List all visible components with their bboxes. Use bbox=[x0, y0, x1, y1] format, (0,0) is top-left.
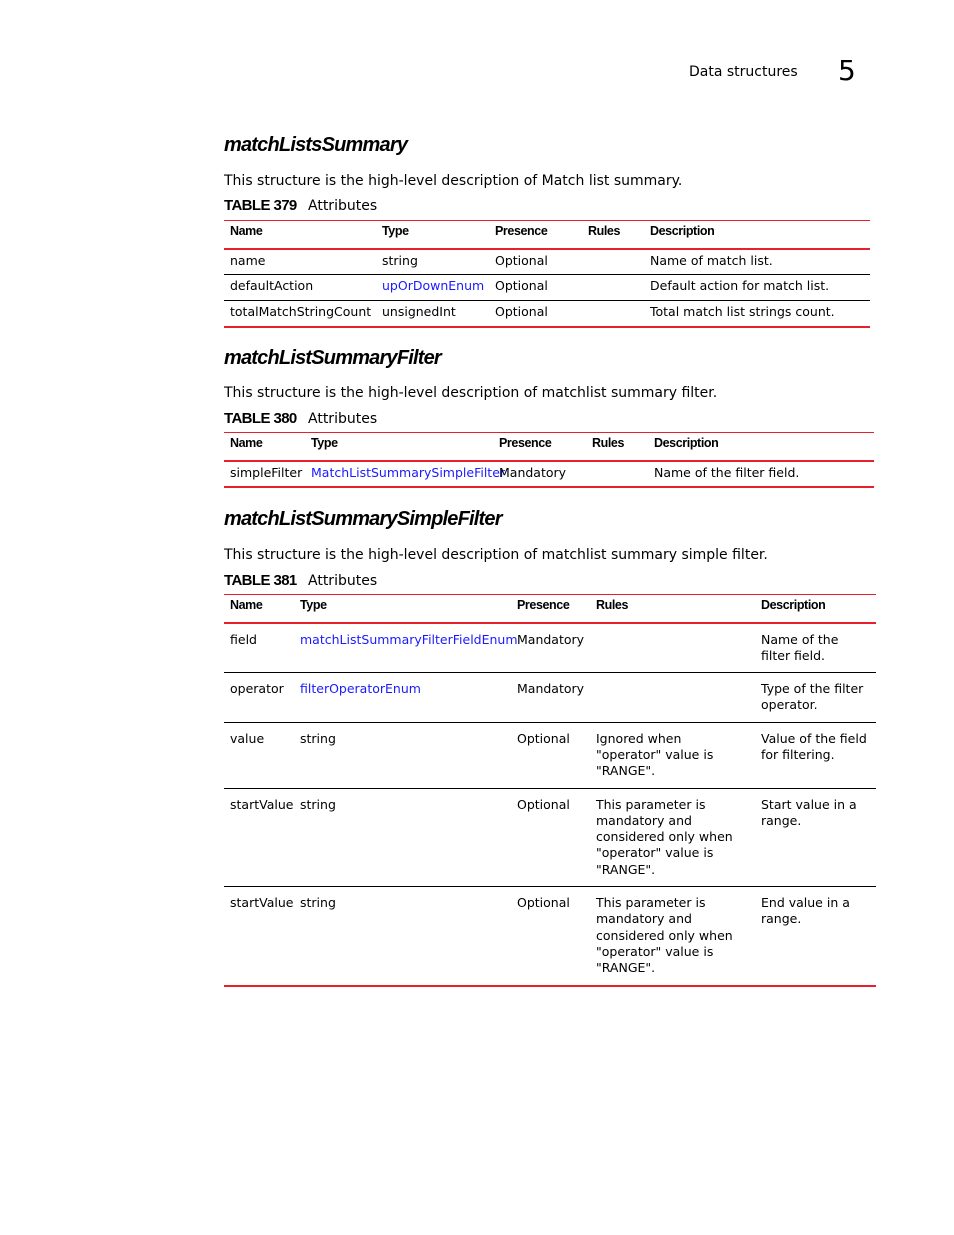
cell-name: value bbox=[230, 730, 265, 746]
column-header: Presence bbox=[499, 436, 552, 450]
attributes-table-379 bbox=[224, 220, 870, 328]
cell-rules bbox=[582, 249, 644, 275]
cell-name: startValue bbox=[230, 796, 294, 812]
table-caption-text: Attributes bbox=[308, 411, 378, 427]
section-description: This structure is the high-level description of matchlist summary filter. bbox=[224, 385, 718, 401]
cell-type: string bbox=[300, 895, 336, 911]
cell-type: unsignedInt bbox=[382, 304, 456, 319]
column-header: Description bbox=[654, 436, 719, 450]
table-caption bbox=[224, 572, 377, 589]
cell-name: startValue bbox=[230, 895, 294, 911]
cell-presence: Optional bbox=[517, 730, 570, 746]
column-header: Rules bbox=[592, 436, 625, 450]
table-row bbox=[224, 722, 876, 788]
section-description: This structure is the high-level description of matchlist summary simple filter. bbox=[224, 547, 768, 563]
column-header: Type bbox=[300, 598, 327, 612]
table-number: TABLE 379 bbox=[224, 197, 297, 214]
cell-name: simpleFilter bbox=[230, 464, 303, 480]
cell-name: field bbox=[230, 631, 257, 647]
cell-presence: Mandatory bbox=[517, 681, 585, 697]
cell-description: End value in a range. bbox=[761, 895, 850, 927]
cell-type: string bbox=[300, 730, 336, 746]
cell-rules bbox=[582, 301, 644, 327]
table-row bbox=[224, 788, 876, 886]
cell-description: Type of the filter operator. bbox=[761, 681, 864, 713]
cell-description: Name of match list. bbox=[650, 252, 773, 268]
cell-type: string bbox=[382, 252, 418, 268]
section-title: matchListSummaryFilter bbox=[224, 347, 441, 369]
cell-rules: This parameter is mandatory and considered only when "operator" value is "RANGE". bbox=[596, 796, 733, 877]
cell-presence: Optional bbox=[495, 278, 548, 293]
column-header: Rules bbox=[596, 598, 629, 612]
cell-name: totalMatchStringCount bbox=[230, 304, 372, 319]
cell-rules: This parameter is mandatory and considered only when "operator" value is "RANGE". bbox=[596, 895, 733, 976]
cell-name: name bbox=[230, 252, 266, 268]
table-caption bbox=[224, 197, 377, 214]
table-caption-text: Attributes bbox=[308, 198, 378, 214]
table-row bbox=[224, 887, 876, 986]
table-number: TABLE 381 bbox=[224, 572, 297, 589]
section-title: matchListSummarySimpleFilter bbox=[224, 508, 502, 530]
table-header-row bbox=[224, 433, 874, 461]
column-header: Presence bbox=[495, 224, 548, 238]
table-header-row bbox=[224, 595, 876, 623]
cell-type: string bbox=[300, 796, 336, 812]
running-header: Data structures bbox=[689, 64, 798, 80]
cell-presence: Optional bbox=[495, 304, 548, 319]
cell-presence: Optional bbox=[495, 252, 548, 268]
chapter-number: 5 bbox=[838, 54, 856, 87]
table-row bbox=[224, 461, 874, 487]
column-header: Presence bbox=[517, 598, 570, 612]
cell-rules: Ignored when "operator" value is "RANGE". bbox=[596, 730, 714, 779]
cell-name: operator bbox=[230, 681, 284, 697]
table-row bbox=[224, 623, 876, 673]
section-description: This structure is the high-level description of Match list summary. bbox=[224, 173, 683, 189]
cell-description: Name of the filter field. bbox=[761, 631, 839, 663]
attributes-table-381 bbox=[224, 594, 876, 987]
column-header: Type bbox=[311, 436, 338, 450]
type-link[interactable]: filterOperatorEnum bbox=[300, 681, 421, 697]
cell-rules bbox=[590, 623, 755, 673]
table-caption-text: Attributes bbox=[308, 573, 378, 589]
cell-description: Default action for match list. bbox=[650, 278, 830, 293]
cell-rules bbox=[586, 461, 648, 487]
cell-description: Value of the field for filtering. bbox=[761, 730, 867, 762]
table-number: TABLE 380 bbox=[224, 410, 297, 427]
column-header: Name bbox=[230, 224, 263, 238]
cell-presence: Optional bbox=[517, 796, 570, 812]
section-title: matchListsSummary bbox=[224, 134, 408, 156]
cell-presence: Optional bbox=[517, 895, 570, 911]
cell-description: Start value in a range. bbox=[761, 796, 857, 828]
attributes-table-380 bbox=[224, 432, 874, 488]
type-link[interactable]: matchListSummaryFilterFieldEnum bbox=[300, 631, 518, 647]
cell-presence: Mandatory bbox=[499, 464, 567, 480]
table-row bbox=[224, 673, 876, 723]
table-row bbox=[224, 249, 870, 275]
column-header: Rules bbox=[588, 224, 621, 238]
type-link[interactable]: MatchListSummarySimpleFilter bbox=[311, 464, 506, 480]
cell-rules bbox=[582, 275, 644, 301]
column-header: Description bbox=[650, 224, 715, 238]
table-row bbox=[224, 275, 870, 301]
type-link[interactable]: upOrDownEnum bbox=[382, 278, 485, 293]
table-caption bbox=[224, 410, 377, 427]
column-header: Type bbox=[382, 224, 409, 238]
table-header-row bbox=[224, 221, 870, 249]
cell-name: defaultAction bbox=[230, 278, 314, 293]
cell-presence: Mandatory bbox=[517, 631, 585, 647]
column-header: Name bbox=[230, 436, 263, 450]
cell-rules bbox=[590, 673, 755, 723]
cell-description: Name of the filter field. bbox=[654, 464, 800, 480]
table-row bbox=[224, 301, 870, 327]
cell-description: Total match list strings count. bbox=[650, 304, 835, 319]
column-header: Name bbox=[230, 598, 263, 612]
column-header: Description bbox=[761, 598, 826, 612]
